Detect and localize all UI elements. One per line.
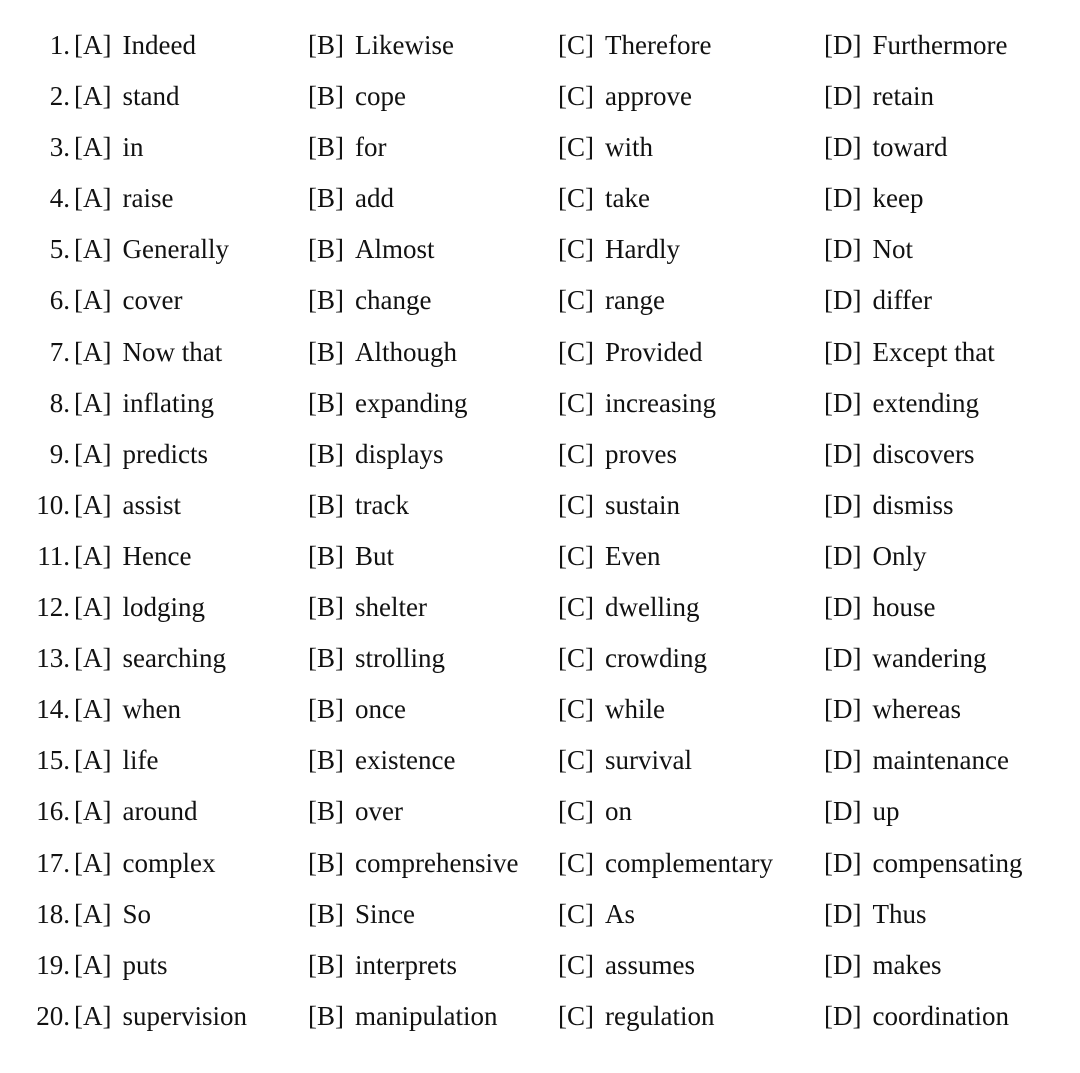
option-text: dismiss (872, 489, 954, 520)
option-b: [B] interprets (308, 940, 457, 991)
option-text: expanding (355, 387, 468, 418)
option-d: [D] coordination (824, 991, 1009, 1042)
question-row (0, 582, 1080, 633)
option-d: [D] extending (824, 378, 979, 429)
option-c: [C] with (558, 122, 653, 173)
option-text: keep (872, 183, 924, 214)
option-letter: A (83, 898, 103, 929)
option-a: [A] Generally (74, 224, 229, 275)
option-letter: A (83, 489, 103, 520)
option-c: [C] range (558, 275, 665, 326)
option-letter: A (83, 438, 103, 469)
option-text: extending (872, 387, 979, 418)
option-text: Provided (605, 336, 703, 367)
option-a: [A] in (74, 122, 144, 173)
option-d: [D] maintenance (824, 735, 1009, 786)
option-text: retain (872, 81, 934, 112)
option-d: [D] Thus (824, 889, 927, 940)
question-number: 4. (49, 183, 70, 214)
option-text: survival (605, 745, 693, 776)
option-letter: C (567, 30, 586, 60)
option-letter: D (833, 285, 853, 316)
question-row (0, 838, 1080, 889)
option-letter: D (833, 643, 853, 674)
option-a: [A] Indeed (74, 20, 196, 71)
option-letter: C (567, 336, 586, 367)
option-letter: A (83, 234, 103, 265)
option-text: inflating (122, 387, 214, 418)
option-c: [C] proves (558, 429, 677, 480)
option-c: [C] approve (558, 71, 692, 122)
option-letter: B (317, 898, 336, 929)
option-a: [A] predicts (74, 429, 208, 480)
option-c: [C] regulation (558, 991, 714, 1042)
option-text: discovers (872, 438, 975, 469)
option-text: Almost (355, 234, 435, 265)
option-letter: D (833, 1000, 853, 1031)
option-text: cope (355, 81, 406, 112)
option-d: [D] Furthermore (824, 20, 1007, 71)
option-letter: A (83, 132, 103, 163)
option-d: [D] discovers (824, 429, 974, 480)
question-row (0, 531, 1080, 582)
option-text: with (605, 132, 654, 163)
question-number: 9. (49, 438, 70, 469)
option-text: stand (122, 81, 180, 112)
option-letter: C (567, 592, 586, 623)
option-text: complementary (605, 847, 773, 878)
option-d: [D] keep (824, 173, 923, 224)
option-c: [C] sustain (558, 480, 680, 531)
option-text: on (605, 796, 633, 827)
option-text: puts (122, 949, 168, 980)
question-row (0, 224, 1080, 275)
option-letter: C (567, 949, 586, 980)
option-text: while (605, 694, 666, 725)
option-d: [D] Only (824, 531, 927, 582)
option-a: [A] inflating (74, 378, 214, 429)
option-text: raise (122, 183, 174, 214)
option-text: dwelling (605, 592, 700, 623)
option-b: [B] manipulation (308, 991, 498, 1042)
option-letter: A (83, 745, 103, 776)
option-c: [C] while (558, 684, 665, 735)
option-letter: A (83, 1000, 103, 1031)
option-text: maintenance (872, 745, 1009, 776)
option-c: [C] take (558, 173, 650, 224)
option-letter: B (317, 1000, 336, 1031)
option-letter: A (83, 796, 103, 827)
option-letter: D (833, 30, 853, 60)
option-a: [A] searching (74, 633, 226, 684)
question-row (0, 429, 1080, 480)
option-b: [B] cope (308, 71, 406, 122)
option-a: [A] life (74, 735, 158, 786)
option-text: wandering (872, 643, 987, 674)
option-c: [C] Even (558, 531, 661, 582)
option-letter: D (833, 745, 853, 776)
question-number: 8. (49, 387, 70, 418)
option-letter: B (317, 387, 336, 418)
option-letter: C (567, 438, 586, 469)
question-row (0, 480, 1080, 531)
option-c: [C] Provided (558, 327, 703, 378)
option-b: [B] Likewise (308, 20, 454, 71)
option-b: [B] Since (308, 889, 415, 940)
option-letter: C (567, 132, 586, 163)
option-text: Hardly (605, 234, 680, 265)
option-text: for (355, 132, 387, 163)
option-letter: D (833, 81, 853, 112)
option-text: Therefore (605, 30, 712, 60)
option-b: [B] over (308, 786, 403, 837)
option-text: change (355, 285, 432, 316)
question-options-list (0, 20, 1080, 1042)
option-b: [B] track (308, 480, 409, 531)
option-letter: C (567, 387, 586, 418)
option-text: manipulation (355, 1000, 498, 1031)
option-text: add (355, 183, 394, 214)
question-number: 17. (36, 847, 70, 878)
option-letter: A (83, 540, 103, 571)
question-number: 19. (36, 949, 70, 980)
option-a: [A] complex (74, 838, 215, 889)
option-d: [D] dismiss (824, 480, 954, 531)
option-letter: B (317, 234, 336, 265)
option-text: take (605, 183, 650, 214)
option-text: Likewise (355, 30, 454, 60)
question-row (0, 275, 1080, 326)
question-number: 18. (36, 898, 70, 929)
question-row (0, 327, 1080, 378)
option-letter: B (317, 438, 336, 469)
option-text: existence (355, 745, 456, 776)
option-text: over (355, 796, 403, 827)
option-text: strolling (355, 643, 446, 674)
question-number: 6. (49, 285, 70, 316)
question-number: 13. (36, 643, 70, 674)
option-letter: C (567, 540, 586, 571)
question-number: 16. (36, 796, 70, 827)
option-text: up (872, 796, 900, 827)
option-text: compensating (872, 847, 1023, 878)
option-text: Now that (122, 336, 223, 367)
question-number: 2. (49, 81, 70, 112)
option-b: [B] for (308, 122, 387, 173)
option-d: [D] whereas (824, 684, 961, 735)
option-text: Hence (122, 540, 192, 571)
option-b: [B] existence (308, 735, 455, 786)
option-letter: C (567, 489, 586, 520)
option-text: Not (872, 234, 913, 265)
option-letter: A (83, 387, 103, 418)
question-number: 12. (36, 592, 70, 623)
option-letter: D (833, 592, 853, 623)
question-row (0, 786, 1080, 837)
question-number: 3. (49, 132, 70, 163)
question-row (0, 633, 1080, 684)
option-text: But (355, 540, 395, 571)
option-text: increasing (605, 387, 716, 418)
option-text: toward (872, 132, 948, 163)
option-letter: C (567, 183, 586, 214)
question-row (0, 940, 1080, 991)
option-b: [B] Almost (308, 224, 435, 275)
option-letter: C (567, 694, 586, 725)
option-text: whereas (872, 694, 961, 725)
option-text: coordination (872, 1000, 1009, 1031)
option-letter: A (83, 30, 103, 60)
option-a: [A] supervision (74, 991, 247, 1042)
option-letter: A (83, 847, 103, 878)
option-b: [B] comprehensive (308, 838, 518, 889)
option-d: [D] up (824, 786, 900, 837)
option-letter: C (567, 1000, 586, 1031)
option-letter: A (83, 336, 103, 367)
option-letter: D (833, 796, 853, 827)
option-letter: B (317, 694, 336, 725)
option-text: Generally (122, 234, 229, 265)
option-text: Thus (872, 898, 927, 929)
question-row (0, 173, 1080, 224)
option-letter: A (83, 949, 103, 980)
option-letter: B (317, 847, 336, 878)
option-text: crowding (605, 643, 707, 674)
option-letter: D (833, 898, 853, 929)
option-text: assist (122, 489, 182, 520)
question-number: 15. (36, 745, 70, 776)
option-text: Indeed (122, 30, 196, 60)
option-letter: C (567, 796, 586, 827)
option-a: [A] Hence (74, 531, 191, 582)
option-letter: D (833, 387, 853, 418)
question-row (0, 684, 1080, 735)
option-text: cover (122, 285, 183, 316)
option-letter: B (317, 30, 336, 60)
option-c: [C] dwelling (558, 582, 700, 633)
option-letter: B (317, 489, 336, 520)
question-row (0, 378, 1080, 429)
question-row (0, 889, 1080, 940)
option-text: range (605, 285, 665, 316)
option-letter: B (317, 285, 336, 316)
option-c: [C] survival (558, 735, 692, 786)
option-letter: C (567, 898, 586, 929)
option-letter: D (833, 694, 853, 725)
option-d: [D] Except that (824, 327, 995, 378)
option-b: [B] Although (308, 327, 457, 378)
question-number: 20. (36, 1000, 70, 1031)
option-b: [B] expanding (308, 378, 468, 429)
option-d: [D] compensating (824, 838, 1022, 889)
option-b: [B] once (308, 684, 406, 735)
option-letter: C (567, 285, 586, 316)
option-letter: C (567, 234, 586, 265)
option-letter: C (567, 81, 586, 112)
option-letter: D (833, 438, 853, 469)
option-text: comprehensive (355, 847, 519, 878)
option-letter: B (317, 336, 336, 367)
option-letter: B (317, 132, 336, 163)
option-c: [C] crowding (558, 633, 707, 684)
option-d: [D] Not (824, 224, 913, 275)
question-row (0, 71, 1080, 122)
option-text: Furthermore (872, 30, 1008, 60)
option-d: [D] wandering (824, 633, 986, 684)
option-a: [A] lodging (74, 582, 205, 633)
question-number: 1. (49, 30, 70, 60)
option-a: [A] when (74, 684, 181, 735)
option-d: [D] house (824, 582, 936, 633)
option-text: house (872, 592, 936, 623)
option-b: [B] change (308, 275, 431, 326)
option-letter: D (833, 183, 853, 214)
option-a: [A] cover (74, 275, 182, 326)
option-text: So (122, 898, 152, 929)
option-letter: B (317, 796, 336, 827)
question-number: 10. (36, 489, 70, 520)
option-text: around (122, 796, 198, 827)
option-letter: A (83, 81, 103, 112)
option-text: approve (605, 81, 692, 112)
option-a: [A] puts (74, 940, 168, 991)
option-text: lodging (122, 592, 206, 623)
option-letter: D (833, 132, 853, 163)
option-letter: D (833, 336, 853, 367)
option-text: Even (605, 540, 661, 571)
option-d: [D] differ (824, 275, 932, 326)
option-letter: D (833, 949, 853, 980)
option-letter: B (317, 949, 336, 980)
question-row (0, 20, 1080, 71)
option-b: [B] add (308, 173, 394, 224)
question-number: 5. (49, 234, 70, 265)
option-text: Only (872, 540, 927, 571)
option-a: [A] stand (74, 71, 180, 122)
question-number: 11. (37, 540, 70, 571)
option-text: proves (605, 438, 677, 469)
option-letter: C (567, 847, 586, 878)
option-letter: B (317, 745, 336, 776)
option-text: interprets (355, 949, 457, 980)
option-a: [A] assist (74, 480, 181, 531)
option-c: [C] assumes (558, 940, 695, 991)
option-text: makes (872, 949, 942, 980)
option-letter: D (833, 540, 853, 571)
option-d: [D] makes (824, 940, 941, 991)
option-text: Although (355, 336, 458, 367)
option-a: [A] raise (74, 173, 173, 224)
option-letter: A (83, 694, 103, 725)
option-text: supervision (122, 1000, 247, 1031)
option-text: shelter (355, 592, 427, 623)
option-b: [B] But (308, 531, 394, 582)
option-letter: A (83, 643, 103, 674)
option-b: [B] strolling (308, 633, 445, 684)
option-letter: D (833, 847, 853, 878)
option-c: [C] Therefore (558, 20, 711, 71)
question-row (0, 735, 1080, 786)
option-letter: B (317, 643, 336, 674)
option-c: [C] Hardly (558, 224, 680, 275)
option-d: [D] retain (824, 71, 934, 122)
question-row (0, 991, 1080, 1042)
option-c: [C] As (558, 889, 635, 940)
option-b: [B] shelter (308, 582, 427, 633)
option-letter: A (83, 285, 103, 316)
option-text: sustain (605, 489, 681, 520)
option-c: [C] increasing (558, 378, 716, 429)
option-text: life (122, 745, 159, 776)
option-a: [A] around (74, 786, 197, 837)
option-letter: D (833, 489, 853, 520)
option-letter: D (833, 234, 853, 265)
question-number: 14. (36, 694, 70, 725)
option-text: predicts (122, 438, 208, 469)
question-number: 7. (49, 336, 70, 367)
option-text: displays (355, 438, 444, 469)
option-letter: B (317, 540, 336, 571)
option-text: regulation (605, 1000, 715, 1031)
option-text: when (122, 694, 181, 725)
option-letter: C (567, 745, 586, 776)
option-b: [B] displays (308, 429, 444, 480)
option-d: [D] toward (824, 122, 947, 173)
option-text: track (355, 489, 409, 520)
option-letter: B (317, 81, 336, 112)
option-letter: C (567, 643, 586, 674)
option-text: Except that (872, 336, 995, 367)
option-text: complex (122, 847, 216, 878)
option-c: [C] on (558, 786, 632, 837)
option-text: searching (122, 643, 226, 674)
question-row (0, 122, 1080, 173)
option-a: [A] So (74, 889, 151, 940)
option-text: Since (355, 898, 416, 929)
option-text: As (605, 898, 636, 929)
option-letter: A (83, 592, 103, 623)
option-a: [A] Now that (74, 327, 222, 378)
option-text: once (355, 694, 406, 725)
option-c: [C] complementary (558, 838, 773, 889)
option-text: in (122, 132, 144, 163)
option-letter: B (317, 592, 336, 623)
option-letter: A (83, 183, 103, 214)
option-letter: B (317, 183, 336, 214)
option-text: differ (872, 285, 932, 316)
option-text: assumes (605, 949, 696, 980)
